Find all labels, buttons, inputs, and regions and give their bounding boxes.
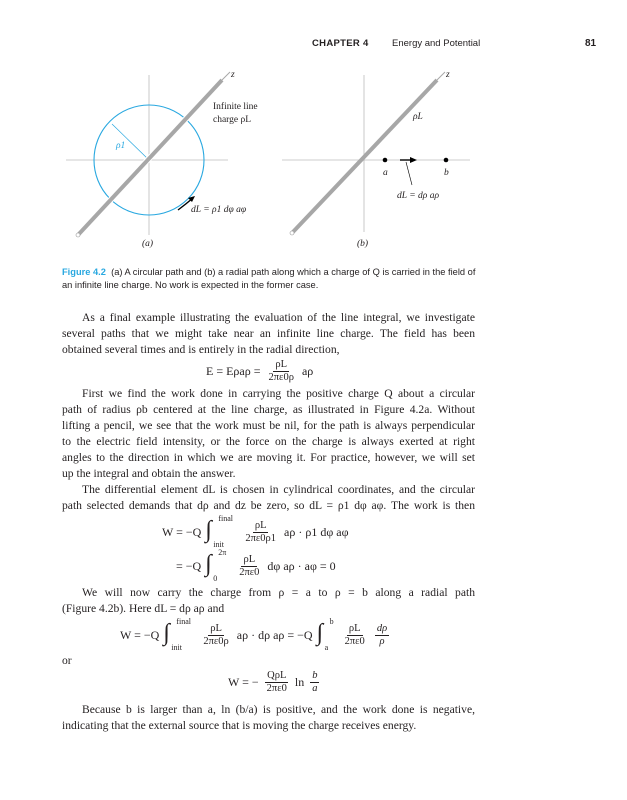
line-charge-label: Infinite line: [213, 102, 258, 112]
integral-sign: ∫ final init: [163, 617, 191, 652]
point-b: [444, 158, 449, 163]
eq-text: = −Q: [176, 558, 202, 573]
eq-num: QρL: [267, 670, 287, 681]
point-b-label: b: [444, 168, 449, 178]
equation-work-radial: [120, 617, 391, 652]
eq-num: ρL: [254, 519, 267, 531]
caption-label: Figure 4.2: [62, 267, 106, 277]
panel-a: [66, 70, 258, 249]
eq-den: ρ: [379, 635, 385, 647]
eq-num: ρL: [210, 622, 222, 634]
rho-label: ρL: [413, 112, 423, 122]
equation-work-result: [228, 670, 321, 695]
lower-limit: a: [324, 643, 329, 652]
paragraph-line: As a final example illustrating the evaluation of the line integral, we investigate: [82, 311, 475, 324]
eq-num: ρL: [348, 622, 361, 634]
eq-den: a: [312, 683, 318, 694]
paragraph-line: up the integral and obtain the answer.: [62, 467, 236, 480]
equation-field: [206, 359, 313, 384]
eq-text: aρ: [301, 364, 314, 378]
dl-label: dL = dρ aρ: [397, 191, 440, 201]
paragraph-line: The differential element dL is chosen in cylindrical coordinates, and the circular: [82, 483, 475, 496]
point-a: [383, 158, 388, 163]
line-charge: [292, 80, 440, 233]
page-number: 81: [585, 38, 597, 49]
paragraph-line: We will now carry the charge from ρ = a to ρ = b along a radial path: [82, 586, 475, 599]
paragraph-line: First we find the work done in carrying the positive charge Q about a circular: [82, 387, 475, 400]
eq-text: dφ aρ · aφ = 0: [267, 558, 336, 573]
upper-limit: final: [176, 617, 191, 626]
integral-sign: ∫ b a: [316, 617, 334, 652]
eq-num: b: [312, 670, 318, 681]
paragraph-line: Because b is larger than a, ln (b/a) is positive, and the work done is negative,: [82, 703, 475, 716]
point-a-label: a: [383, 168, 388, 178]
figure-caption: [62, 266, 482, 292]
eq-den: 2πε0: [344, 635, 365, 647]
eq-den: 2πε0: [266, 683, 287, 694]
eq-text: W = −Q: [120, 627, 160, 642]
integral-sign: ∫ final init: [205, 514, 233, 549]
paragraph-line: indicating that the external source that is moving the charge receives energy.: [62, 719, 417, 732]
eq-den: 2πε0: [239, 566, 260, 578]
eq-den: 2πε0ρ: [203, 635, 229, 647]
eq-num: ρL: [275, 359, 288, 370]
paragraph-line: angles to the direction in which we are moving it. For practice, however, we will set: [62, 451, 475, 464]
z-label: z: [446, 70, 450, 80]
paragraph-line: (Figure 4.2b). Here dL = dρ aρ and: [62, 602, 225, 615]
eq-text: aρ · ρ1 dφ aφ: [284, 524, 349, 539]
integral-sign: ∫ 2π 0: [205, 548, 227, 583]
paragraph-line: lifting a pencil, we see that the work must be nil, for the path is always perpendicular: [62, 419, 475, 432]
paragraph-line: path of radius ρb centered at the line charge, as illustrated in Figure 4.2a. Without: [62, 403, 475, 416]
paragraph-line: or: [62, 654, 72, 667]
lower-limit: 0: [213, 574, 218, 583]
upper-limit: 2π: [218, 548, 227, 557]
dl-label: dL = ρ1 dφ aφ: [191, 205, 247, 215]
eq-text: ln: [294, 675, 305, 689]
eq-text: W = −Q: [162, 524, 202, 539]
eq-text: aρ · dρ aρ = −Q: [236, 627, 313, 642]
equation-work-circular-2: [176, 548, 336, 583]
paragraph-line: path selected demands that dρ and dz be zero, so dL = ρ1 dφ aφ. The work is then: [62, 499, 475, 512]
upper-limit: b: [329, 617, 334, 626]
lower-limit: init: [171, 643, 182, 652]
paragraph-line: several paths that we might take near an infinite line charge. The field has been: [62, 327, 475, 340]
radius-label: ρ1: [116, 141, 126, 151]
eq-den: 2πε0ρ1: [245, 532, 277, 544]
chapter-number: CHAPTER 4: [312, 38, 369, 49]
eq-den: 2πε0ρ: [268, 372, 294, 383]
eq-num: dρ: [376, 622, 388, 634]
figure-4-2: [0, 0, 627, 260]
panel-b-label: (b): [357, 239, 369, 249]
lower-limit: init: [213, 540, 224, 549]
eq-text: W = −: [228, 675, 259, 689]
z-label: z: [231, 70, 235, 80]
eq-num: ρL: [243, 553, 256, 565]
paragraph-line: to the electric field intensity, or the force on the charge is always exerted at right: [62, 435, 475, 448]
paragraph-line: obtained several times and is entirely in the radial direction,: [62, 343, 340, 356]
panel-a-label: (a): [142, 239, 154, 249]
upper-limit: final: [218, 514, 233, 523]
equation-work-circular: [162, 514, 349, 549]
eq-text: E = Eρaρ =: [206, 364, 261, 378]
line-charge-label-2: charge ρL: [213, 115, 252, 125]
caption-text: (a) A circular path and (b) a radial path along which a charge of Q is carried in the field of an infinite line charge. No work is expected in the former case.: [62, 267, 476, 290]
panel-b: [282, 70, 470, 249]
chapter-title: Energy and Potential: [392, 38, 481, 49]
